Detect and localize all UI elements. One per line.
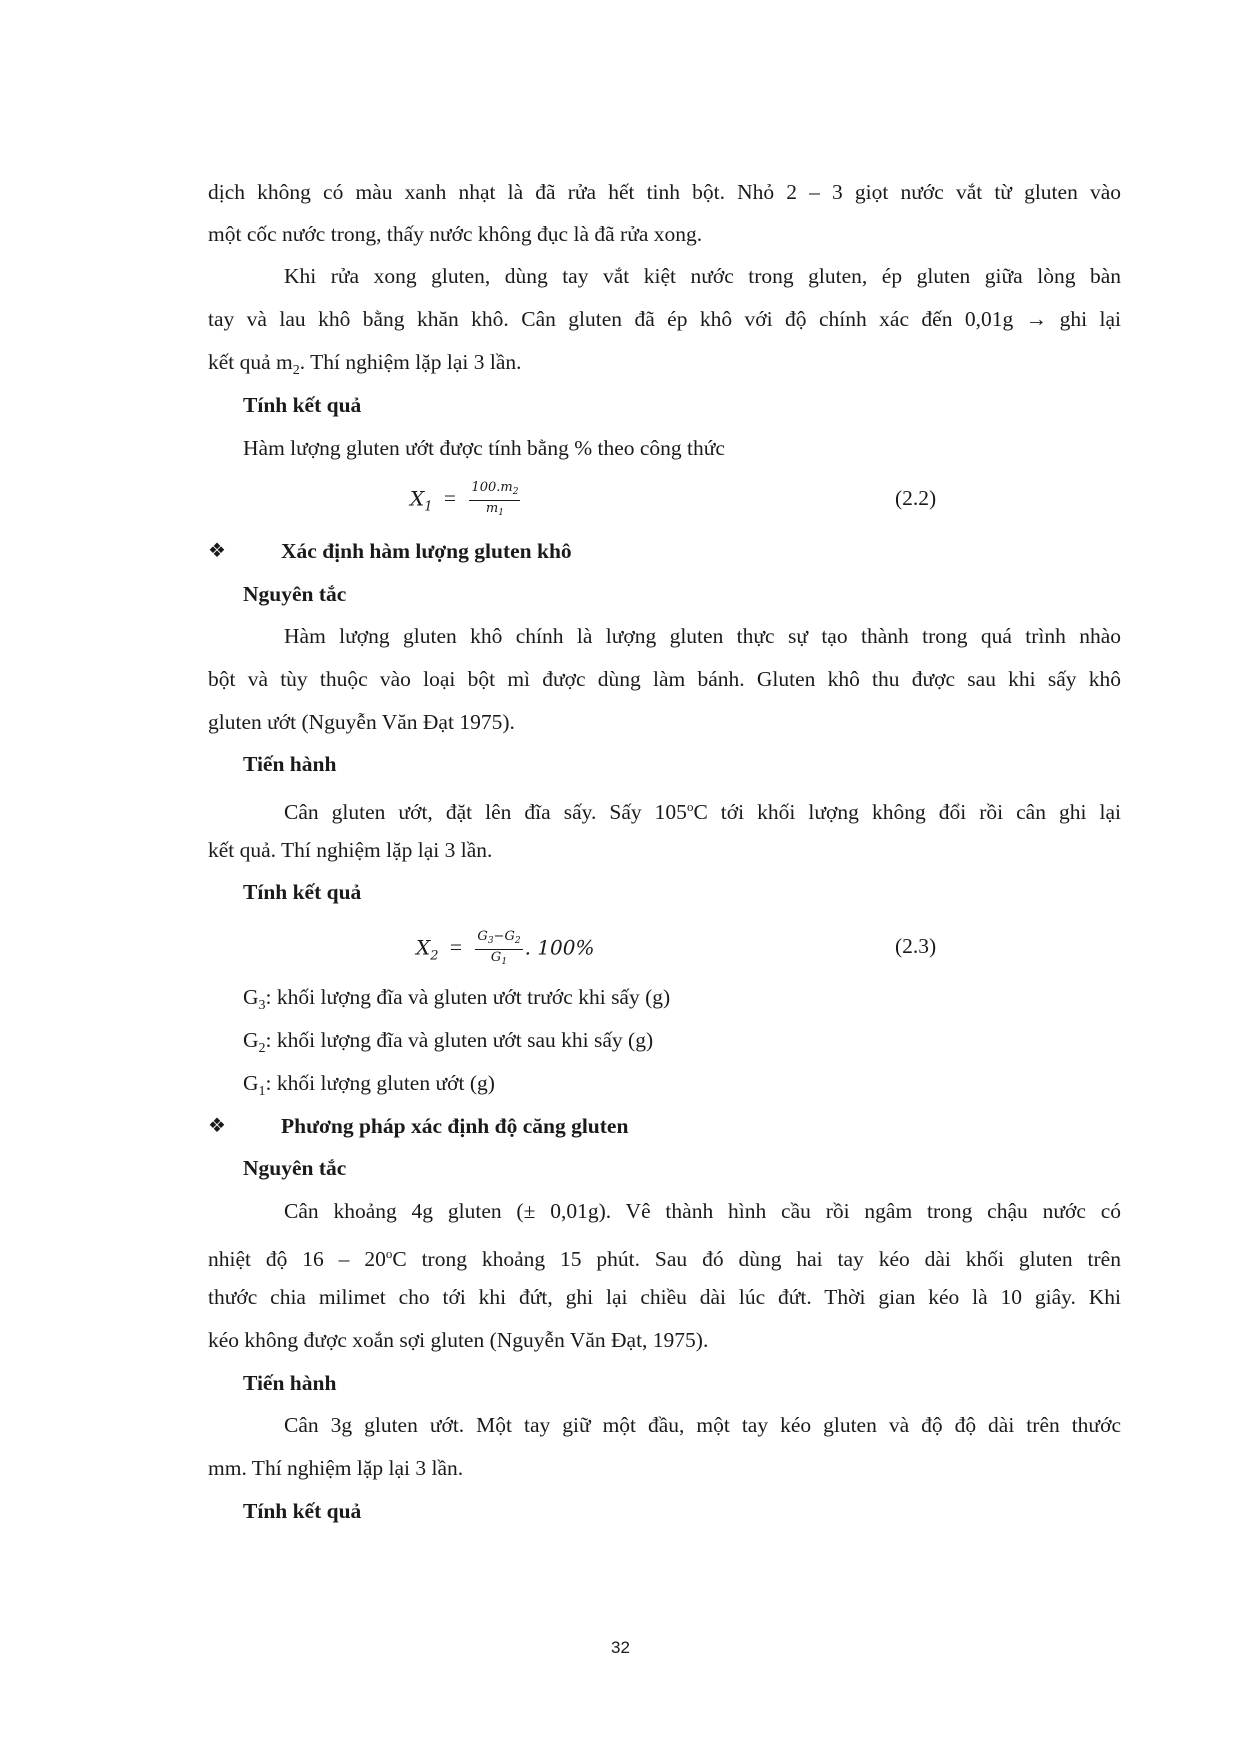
paragraph-line: Cân gluten ướt, đặt lên đĩa sấy. Sấy 105$^o$C tới khối lượng không đổi rồi cân ghi lại — [284, 799, 1121, 824]
fraction: $\frac{G_3-G_2}{G_1}$ — [477, 929, 521, 967]
heading-tien-hanh: Tiến hành — [243, 1371, 337, 1395]
paragraph-line: Cân khoảng 4g gluten (± 0,01g). Vê thành hình cầu rồi ngâm trong chậu nước có — [284, 1199, 1121, 1223]
paragraph-line: Hàm lượng gluten ướt được tính bằng % theo công thức — [243, 436, 725, 460]
equation-number: (2.2) — [895, 486, 937, 510]
diamond-bullet-icon: ❖ — [208, 1115, 226, 1137]
paragraph-line: kéo không được xoắn sợi gluten (Nguyễn Văn Đạt, 1975). — [208, 1328, 709, 1352]
heading-tinh-ket-qua: Tính kết quả — [243, 393, 362, 417]
paragraph-line: Cân 3g gluten ướt. Một tay giữ một đầu, một tay kéo gluten và độ độ dài trên thước — [284, 1413, 1121, 1437]
variable-definition: $G_3$: khối lượng đĩa và gluten ướt trước khi sấy (g) — [243, 985, 671, 1013]
section-heading: Xác định hàm lượng gluten khô — [281, 539, 572, 563]
paragraph-line: gluten ướt (Nguyễn Văn Đạt 1975). — [208, 710, 515, 734]
diamond-bullet-icon: ❖ — [208, 540, 226, 562]
equation-number: (2.3) — [895, 934, 937, 958]
heading-nguyen-tac: Nguyên tắc — [243, 1156, 347, 1180]
heading-tinh-ket-qua: Tính kết quả — [243, 880, 362, 904]
heading-nguyen-tac: Nguyên tắc — [243, 582, 347, 606]
paragraph-line: Hàm lượng gluten khô chính là lượng gluten thực sự tạo thành trong quá trình nhào — [284, 624, 1121, 648]
paragraph-line: một cốc nước trong, thấy nước không đục là đã rửa xong. — [208, 222, 703, 246]
section-heading: Phương pháp xác định độ căng gluten — [281, 1114, 629, 1138]
heading-tien-hanh: Tiến hành — [243, 752, 337, 776]
paragraph-line: mm. Thí nghiệm lặp lại 3 lần. — [208, 1456, 464, 1480]
paragraph-line: dịch không có màu xanh nhạt là đã rửa hết tinh bột. Nhỏ 2 – 3 giọt nước vắt từ gluten vào — [208, 180, 1121, 204]
paragraph-line: kết quả. Thí nghiệm lặp lại 3 lần. — [208, 838, 493, 862]
page-number: 32 — [611, 1638, 630, 1657]
equation-2-2: $X_1$ = $\frac{100.m_2}{m_1}$ — [410, 480, 522, 521]
paragraph-line: thước chia milimet cho tới khi đứt, ghi lại chiều dài lúc đứt. Thời gian kéo là 10 giây. Khi — [208, 1285, 1121, 1309]
paragraph-line: Khi rửa xong gluten, dùng tay vắt kiệt nước trong gluten, ép gluten giữa lòng bàn — [284, 264, 1121, 288]
variable-definition: $G_2$: khối lượng đĩa và gluten ướt sau khi sấy (g) — [243, 1028, 654, 1056]
paragraph-line: bột và tùy thuộc vào loại bột mì được dùng làm bánh. Gluten khô thu được sau khi sấy khô — [208, 667, 1121, 691]
variable-definition: $G_1$: khối lượng gluten ướt (g) — [243, 1071, 495, 1099]
paragraph-line: tay và lau khô bằng khăn khô. Cân gluten đã ép khô với độ chính xác đến 0,01g → ghi lại — [208, 307, 1121, 331]
equation-2-3: $X_2$ = $\frac{G_3-G_2}{G_1}$ . 100% — [416, 929, 594, 970]
paragraph-line: kết quả $m_2$. Thí nghiệm lặp lại 3 lần. — [208, 350, 522, 378]
heading-tinh-ket-qua: Tính kết quả — [243, 1499, 362, 1523]
paragraph-line: nhiệt độ 16 – 20$^o$C trong khoảng 15 phút. Sau đó dùng hai tay kéo dài khối gluten trên — [208, 1246, 1121, 1271]
fraction: $\frac{100.m_2}{m_1}$ — [471, 480, 519, 518]
